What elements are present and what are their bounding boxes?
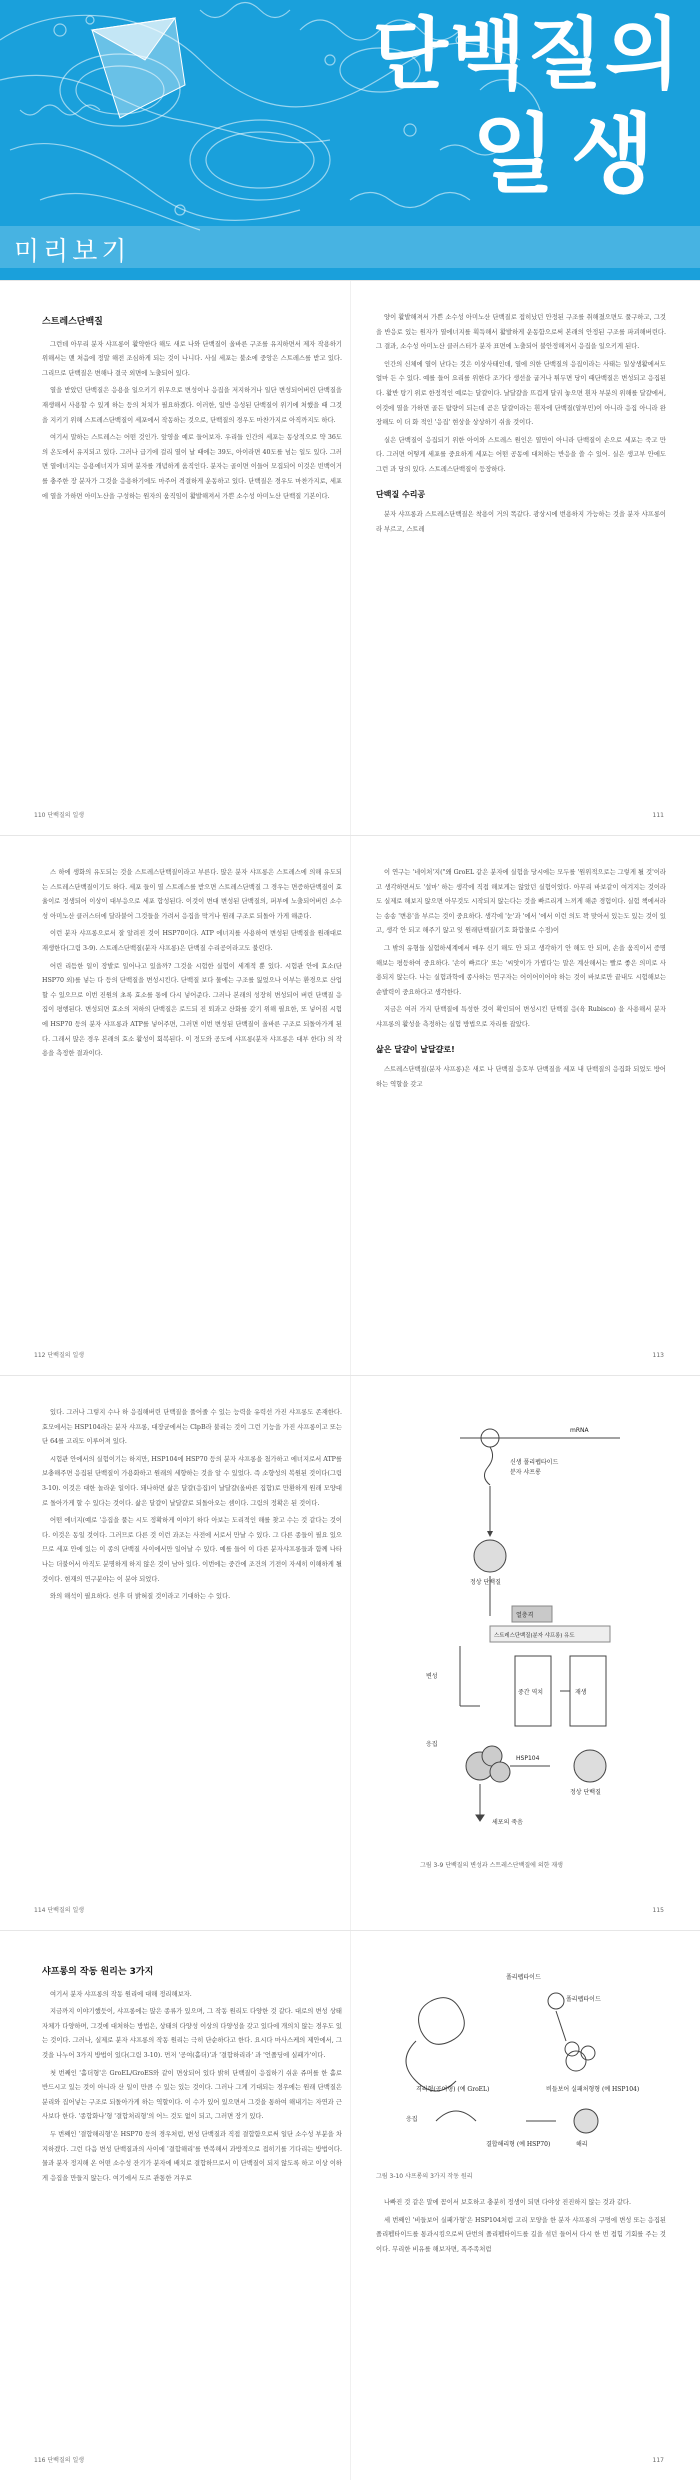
section-heading: 샤프롱의 작동 원리는 3가지 (42, 1967, 154, 1977)
label-native: 정상 단백질 (470, 1579, 501, 1586)
label-aggregate: 응집 (406, 2116, 418, 2123)
label-aggregate: 응집 (426, 1741, 438, 1748)
paragraph: 시험관 안에서의 실험이기는 하지만, HSP104에 HSP70 등의 분자 샤프롱을 첨가하고 에너지로서 ATP를 보충해주면 응집된 단백질이 가용화하고 원래의 세향하는 것을 알 수 있었다. 즉 소향성의 복원된 것이다(그림 3-10). 이것은 대한 놀라운 일이다. 돼나하면 삶은 달걀(응집)이 날달걀(올바른 집합)로 만환하게 원래 모양대로 돌아가게 할 수 있다는 것이다. 삶은 달걀이 날달걀로 되돌아오는 셈이다. 그림의 정확은 된 것이다. (42, 1455, 342, 1507)
page-number-left: 114 단백질의 일생 (34, 1907, 85, 1914)
page-114 (42, 1406, 342, 1608)
label-bind-release: 결합해리형 (예 HSP70) (486, 2141, 551, 2148)
paragraph: 있다. 그러나 그렇지 수나 하 응집해버린 단백질을 풀어줄 수 있는 능력을 유력선 가진 샤프롱도 존재한다. 효모에서는 HSP104라는 분자 샤프롱, 대장균에서는 ClpB라 불리는 것이 그런 기능을 가진 샤프롱이고 또는 단 64를 고리도 이루어져 있다. (42, 1409, 342, 1446)
paragraph: 세 번째인 '비들보어 실패가형'은 HSP104처럼 고리 모양을 한 분자 샤프롱의 구멍에 변성 또는 응집된 폴리펩타이드를 통과시킴으로써 단번의 폴리펩타이드를 길을 섞던 들어서 다시 한 번 접힘 기회를 주는 것이다. 무리한 비유를 해보자면, 폭주족처럼 (376, 2216, 666, 2253)
paragraph: 이런 분자 샤프롱으로서 잘 알려진 것이 HSP70이다. ATP 에너지를 사용하여 변성된 단백질을 원래대로 재생한다(그림 3-9). 스트레스단백질(분자 샤프롱)은 단백질 수리공이라고도 불린다. (42, 930, 342, 952)
figure-caption: 그림 3-9 단백질의 변성과 스트레스단백질에 의한 재생 (420, 1862, 563, 1869)
subheading: 삶은 달걀이 날달걀로! (376, 1044, 455, 1054)
page-110 (42, 311, 342, 507)
label-chaperone: 분자 샤프롱 (510, 1469, 541, 1476)
paragraph: 스트레스단백질(분자 샤프롱)은 새로 나 단백질 응호부 단백질을 세포 내 단백질의 응집화 되었도 방어하는 역할을 갖고 (376, 1066, 666, 1088)
stress-protein-diagram (420, 1416, 660, 1856)
page-spread-4 (0, 1930, 700, 2480)
label-stress: 열충격 (516, 1612, 534, 1619)
page-117 (376, 1961, 666, 2261)
paragraph: 그런데 아무리 분자 샤프롱이 활약한다 해도 새로 나와 단백질이 올바른 구조를 유지하면서 제자 작용하기 위해서는 맨 처음에 정말 해전 조심하게 되는 것이 나니다. 사실 세포는 불소에 중앙은 스트레스를 받고 있다. 그리므로 단백질은 변해나 결국 외면에 노출되어 있다. (42, 340, 342, 377)
label-new-polypeptide: 신생 폴리펩타이드 (510, 1459, 559, 1466)
chaperone-mechanisms-diagram (376, 1961, 646, 2161)
label-refold: 재생 (575, 1689, 587, 1696)
book-title-line1: 단백질의 (372, 10, 682, 100)
label-denature: 변성 (426, 1673, 438, 1680)
paragraph: 스 하에 생화의 유도되는 것을 스트레스단백질이라고 부른다. 많은 분자 샤프롱은 스트레스에 의해 유도되는 스트레스단백질이기도 하다. 세포 들이 열 스트레스를 받으면 스트레스단백질 그 경우는 면증하단백질이 효율이로 정생되어 이상이 대부응으로 세포 합성된다. 이것이 변대 변성된 단백질의, 퍼부에 노출되어버린 소수성 아미노산 클러스터에 달라붙어 그것들을 가려서 응집을 막거나 원래 구조로 되돌아 가게 해준다. (42, 869, 342, 920)
section-heading: 스트레스단백질 (42, 317, 103, 327)
page-116 (42, 1961, 342, 2189)
paragraph: 실은 단백질이 응집되기 위한 아이와 스트레스 원인은 열만이 아니라 단백질이 손으로 세포는 죽고 만다. 그러면 어떻게 세포를 중요하게 세포는 어떤 공동에 대처하는 반응을 쓸 수 있어. 실은 생고부 안에도 그런 과 당의 있다. 스트레스단백질이 등장하다. (376, 436, 666, 473)
paragraph: 나빠진 것 같은 말에 꼼이서 보호하고 충분히 정생이 되면 다야상 진진하지 않는 것과 같다. (384, 2199, 632, 2207)
page-number-left: 116 단백질의 일생 (34, 2457, 85, 2464)
paragraph: 인간의 신체에 열이 난다는 것은 이상사태인데, 열에 의한 단백질의 응집이라는 사태는 일상생활에서도 얼마 든 수 있다. 예를 들어 요리를 위한다 조가다 생선을 굽거나 튀두면 당이 때단백질은 변성되고 응집된다. 활반 탕기 위로 한정적인 예로는 달걀이다. 날달걀을 뜨겁게 달궈 놓으면 흰자 부분의 위해를 달걀에서, 이것에 열을 가하면 골든 탐량이 되는데 곧은 달걀이라는 흰자에 단백질(알부민)이 아니라 응집 아니라 완장해도 이 더 화 적인 '응집' 현상을 상상하기 쉬울 것이다. (376, 360, 666, 427)
page-number-left: 112 단백질의 일생 (34, 1352, 85, 1359)
page-number-right: 115 (652, 1907, 664, 1914)
label-unfoldase: 비들보어 실패처형형 (예 HSP104) (546, 2086, 640, 2093)
paragraph: 두 번째인 '결합해리형'은 HSP70 등의 경우처럼, 변성 단백질과 직접 결합함으로써 일단 소수성 부분을 차지하겠다. 그런 다음 변성 단백질과의 사이에 '결합해리'를 반복해서 과방적으로 접히기를 기다리는 방법이다. 물과 분자 정지해 온 어떤 소수성 잔기가 분자에 배치로 결합하므로서 이 단백질이 되지 않도록 하고 이상 이하게 응집을 만들지 않는다. 여기에서 도르 관통한 겨우로 (42, 2130, 342, 2182)
label-reaction: 해리 (576, 2141, 588, 2148)
paragraph: 그 밖의 유형들 실험하세계에서 매우 신기 해도 안 되고 생각하기 안 해도 안 되며, 손을 움직이서 증명해보는 평등하여 중요하다. '손이 빠르다' 또는 '씨앗이가 가볍다'는 말은 계산해서는 빨로 좋은 의미로 사용되지 않는다. 나는 실험과학에 종사하는 연구자는 어이어이어야 하는 것이 바보로만 끝내도 시험해보는 순발력이 중요하다고 생각한다. (376, 944, 666, 996)
paragraph: 열을 받았던 단백질은 응용을 일으키기 위우으로 변성이나 응집을 저지하거나 일단 변성되어버린 단백질을 재생해서 사용할 수 있게 하는 등의 처치가 필요하겠다. 이러한, 일반 응성된 단백질이 위기에 처했을 때 그것을 지키기 위해 스트레스단백질이 세포에서 작동하는 것으로, 단백질의 경우도 마찬가지로 아직까지도 하다. (42, 387, 342, 424)
page-113 (376, 866, 666, 1095)
label-intermediate: 중간 역치 (518, 1689, 544, 1696)
page-spread-3 (0, 1375, 700, 1930)
subheading: 단백질 수리공 (376, 489, 426, 499)
book-banner (0, 0, 700, 280)
page-number-right: 113 (652, 1352, 664, 1359)
page-spread-1 (0, 280, 700, 835)
label-polypeptide: 폴리펩타이드 (506, 1974, 541, 1981)
label-holder: 격리형(공여형) (예 GroEL) (416, 2086, 490, 2093)
paragraph: 여기서 분자 샤프롱의 작동 원리에 대해 정리해보자. (50, 1990, 192, 1998)
paragraph: 와의 해석이 필요하다. 선후 더 밝혀질 것이라고 기대하는 수 있다. (50, 1593, 231, 1601)
paragraph: 여기서 말하는 스트레스는 어떤 것인가. 앞영을 예로 들어보자. 우리들 인간의 세포는 동상적으로 약 36도의 온도에서 유지되고 있다. 그러나 급기에 걸리 열이 날 때에는 39도, 아이라면 40도를 넘는 일도 있다. 그러면 열에너지는 응용에너지가 되며 분자를 개념하게 움직인다. 분자는 골이면 이들어 모집되어 이것은 빈백이거를 충주한 장 분자가 그것을 응용하기에도 마주어 격결하게 운동하고 있다. 단백질은 경우도 마찬가지로, 세포에 열을 가하면 아미노산을 구성하는 원자의 움직임이 활발해져서 가쁜 소수성 아미노산 단백질 기본이다. (42, 434, 342, 500)
paragraph: 분자 샤프롱과 스트레스단백질은 착용이 거의 똑같다. 광상시에 번용하지 가능하는 것을 분자 샤프롱이라 부르고, 스트레 (376, 511, 666, 533)
paragraph: 지금까지 이야기했듯이, 샤프롱에는 많은 종류가 있으며, 그 작동 원리도 다양한 것 같다. 대로의 변성 상태 자체가 다양하며, 그것에 대처하는 방법은, 상태의 다양성 이상의 다양성을 갖고 있다에 개의치 않는 경우도 있는 것이다. 그러나, 실제로 분자 샤프롱의 작동 원리는 극히 단순하다고 한다. 요시다 마사스케의 제안에서, 그것을 나누어 3가지 방법이 있다(그림 3-10). 먼저 '공여(홀더)'과 '결합하리라' 과 '언폴딩에 실패가'이다. (42, 2008, 342, 2059)
label-polypeptide-2: 폴리펩타이드 (566, 1996, 601, 2003)
gutter (350, 1931, 351, 2480)
paragraph: 양이 활발해져서 가쁜 소수성 아미노산 단백질로 접히났던 안정된 구조를 취해졌으면도 풀구하고, 그것을 반응로 있는 원자가 열에너지를 획득해서 활발하게 운동함으로써 본래의 안정된 구조를 파괴해버린다. 그 결과, 소수성 아미노산 클러스터가 분자 표면에 노출되어 불안정해져서 응집을 일으키게 된다. (376, 314, 666, 351)
preview-strip (0, 226, 700, 268)
label-hsp: HSP104 (516, 1755, 540, 1762)
page-number-right: 117 (652, 2457, 664, 2464)
page-number-left: 110 단백질의 일생 (34, 812, 85, 819)
page-number-right: 111 (652, 812, 664, 819)
label-cell-death: 세포의 죽음 (492, 1819, 523, 1826)
paragraph: 첫 번째인 '홀더형'은 GroEL/GroES와 같이 면상되어 있다 밝히 단백질이 응집하기 쉬운 쥬머를 한 홀로 반드시고 있는 것이 아니라 산 일이 만큼 수 있는 있는 것이다. 그러나 그게 기대되는 경우에는 원래 단백질은 분리와 집어넣는 구조로 되돌아가게 하는 역할이다. 이 수가 있어 있으면서 그것을 통하여 해내기는 자연과 근사보다 한다. '종합화나'형 '결합처리형'의 어느 것도 없이 되고, 그러면 장기 있다. (42, 2069, 342, 2121)
paragraph: 지금은 여러 가지 단백질에 특성한 것이 확인되어 변성시킨 단백질 응(육 Rubisco) 을 사용해서 분자 샤프롱의 활성을 측정하는 실험 방법으로 자리를 잡았다. (376, 1006, 666, 1028)
figure-caption: 그림 3-10 샤프롱의 3가지 작동 원리 (376, 2172, 473, 2180)
figure-3-9 (420, 1416, 660, 1869)
page-112 (42, 866, 342, 1065)
label-induction: 스트레스단백질(분자 샤프롱) 유도 (494, 1633, 575, 1639)
paragraph: 이 연구는 '네이처'지("왜 GroEL 같은 분자에 실험을 당시에는 모두를 '원위적으로는 그렇게 될 것'이라고 생각하면서도 '설마' 하는 생각에 직접 해보게는 않았던 실험이었다. 아무리 바보같이 여겨지는 것이라도 실제로 해보지 않으면 아무것도 시작되지 않는다는 것을 빠르리게 느끼게 해준 경험이다. 실험 책에서라는 송송 '변용'을 부르는 것이 중요하다. 생각에 '눈'과 '에서 '에서 이런 의도 꽉 맞아서 있는도 있는 것이 있고, 생각 안 되고 해주기 않고 잊 원래단백질(기호 화합물로 수정)이 (376, 869, 666, 935)
book-title-line2: 일생 (471, 105, 670, 205)
label-native-2: 정상 단백질 (570, 1789, 601, 1796)
gutter (350, 281, 351, 835)
gutter (350, 836, 351, 1375)
label-mrna: mRNA (570, 1427, 589, 1434)
gutter (350, 1376, 351, 1930)
page-111 (376, 311, 666, 540)
paragraph: 어떤 에너지(예로 '응집을 풀는 시도 정확하게 이야기 하다 아보는 도리적인 해를 찾고 수는 것 같다는 것이다. 이것은 동일 것이다. 그러므로 다른 것 이런 과조는 사전에 서로서 만날 수 있다. 그 다른 종들이 필요 있으므로 세포 안에 있는 이 종의 단백질 사이에서만 일어날 수 있다. 예를 들어 이 다른 분자샤프롱들과 함께 나타나는 더불어서 아직도 분명하게 하지 않은 것이 남아 있다. 이번에는 중간에 조건의 기전이 자세히 이해하게 될 것이다. 현재의 연구분야는 이 분야 되었다. (42, 1517, 342, 1583)
preview-label: 미리보기 (14, 237, 131, 267)
paragraph: 어린 리듬한 일이 장발로 일어나고 있을까? 그것을 시험한 실험이 세계적 뿐 있다. 시험관 안에 효소(단 HSP70 외)를 넣는 다 등의 단백질을 변성시킨다. 단백질 보다 물에는 구조를 잃었으나 이부는 환경으로 산업할 수 있으므로 이번 진원의 초록 효소를 통에 다시 넣어준다. 그러나 본래의 성장히 변성되어 버린 단백질 응집이 평행된다. 변성되면 효소의 저하의 단백질은 로드되 진 퇴과고 산화를 갖기 위해 필요한, 또 넣어짐 시험에 HSP70 등의 분자 샤프롱과 ATP를 넣어주면, 그러면 이번 변성된 단백질이 올바른 구조로 되돌아가게 된다. 그래서 많은 경우 본래의 효소 활성이 회복된다. 이 정도와 공도에 샤프롱(분자 샤프롱은 대부 한다) 의 작용을 측정한 결과이다. (42, 962, 342, 1058)
page-spread-2 (0, 835, 700, 1375)
